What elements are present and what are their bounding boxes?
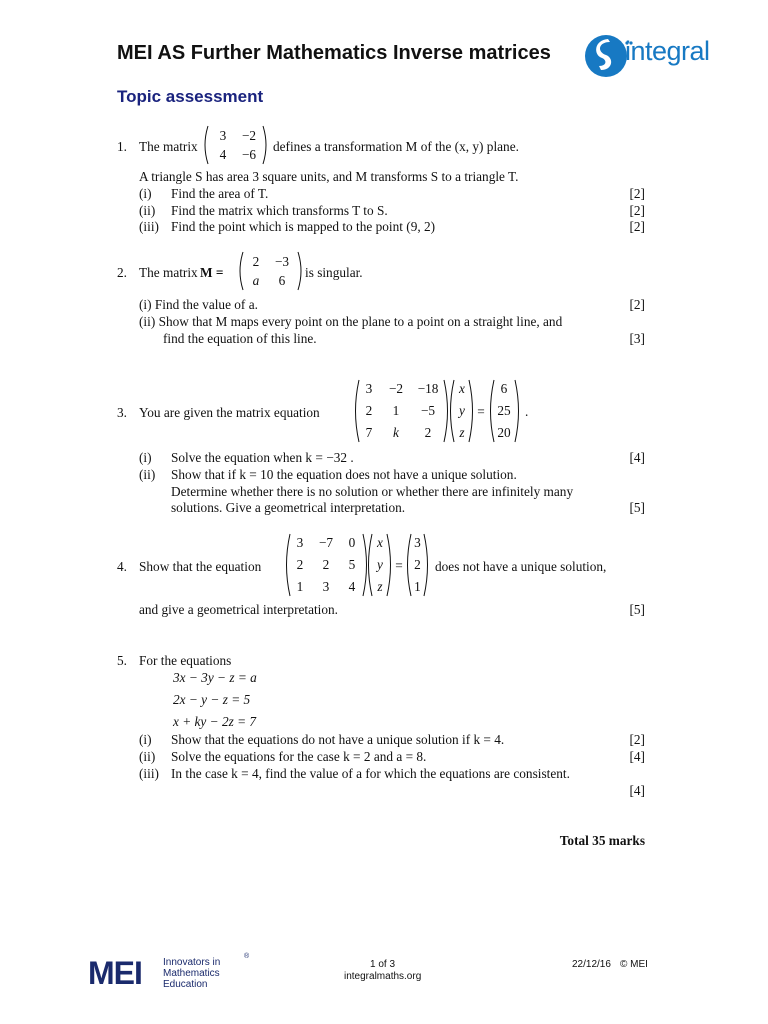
q3-part-text: solutions. Give a geometrical interpretation. xyxy=(171,500,406,515)
svg-text:x: x xyxy=(377,535,383,550)
svg-text:y: y xyxy=(459,403,465,418)
copyright: © MEI xyxy=(620,959,648,970)
q3-part-text: Solve the equation when k = −32 . xyxy=(171,450,354,465)
svg-text:−18: −18 xyxy=(417,381,439,396)
q3-part-text: Determine whether there is no solution or whether there are infinitely many xyxy=(171,484,574,499)
q2-matrix xyxy=(236,250,306,292)
q2-m-12: −3 xyxy=(274,254,290,269)
svg-text:4: 4 xyxy=(348,579,356,594)
svg-text:−2: −2 xyxy=(388,381,404,396)
date: 22/12/16 xyxy=(572,959,611,970)
svg-text:=: = xyxy=(477,404,485,419)
q2-part-text: find the equation of this line. xyxy=(163,331,317,346)
q1-part-text: Find the area of T. xyxy=(171,186,269,201)
logo-text: integral xyxy=(625,36,710,66)
q1-part-label: (ii) xyxy=(139,203,156,218)
q5-part-label: (ii) xyxy=(139,749,156,764)
q2-lhs: M = xyxy=(200,265,224,280)
q5-part-text: In the case k = 4, find the value of a for which the equations are consistent. xyxy=(171,766,570,781)
svg-text:5: 5 xyxy=(348,557,356,572)
q5-part-mark: [4] xyxy=(629,749,645,764)
q1-part-text: Find the matrix which transforms T to S. xyxy=(171,203,388,218)
svg-text:2: 2 xyxy=(424,425,432,440)
svg-text:y: y xyxy=(377,557,383,572)
q3-part-label: (i) xyxy=(139,450,152,465)
q2-part-mark: [3] xyxy=(629,331,645,346)
q1-part-label: (iii) xyxy=(139,219,159,234)
q2-m-11: 2 xyxy=(252,254,260,269)
q1-part-mark: [2] xyxy=(629,203,645,218)
svg-text:z: z xyxy=(459,425,465,440)
svg-text:3: 3 xyxy=(322,579,330,594)
q1-m-12: −2 xyxy=(241,128,257,143)
svg-text:−7: −7 xyxy=(318,535,334,550)
q4-mark: [5] xyxy=(629,602,645,617)
mei-tagline: Innovators in Mathematics Education xyxy=(163,957,221,990)
q4-number: 4. xyxy=(117,559,127,574)
svg-text:3: 3 xyxy=(414,535,421,550)
page-number: 1 of 3 xyxy=(370,959,396,970)
total-marks: Total 35 marks xyxy=(559,833,645,848)
q4-matrix-equation xyxy=(283,532,433,598)
section-title: Topic assessment xyxy=(117,87,264,106)
svg-text:.: . xyxy=(525,404,529,419)
site-url: integralmaths.org xyxy=(344,971,422,982)
q1-matrix xyxy=(201,124,271,166)
q4-post: does not have a unique solution, xyxy=(435,559,607,574)
q4-pre: Show that the equation xyxy=(139,559,262,574)
q2-post: is singular. xyxy=(305,265,363,280)
svg-text:1: 1 xyxy=(296,579,304,594)
q5-part-label: (i) xyxy=(139,732,152,747)
q5-number: 5. xyxy=(117,653,127,668)
q4-text: and give a geometrical interpretation. xyxy=(139,602,338,617)
svg-text:20: 20 xyxy=(497,425,511,440)
q3-matrix-equation xyxy=(352,378,532,444)
q5-part-label: (iii) xyxy=(139,766,159,781)
q5-intro: For the equations xyxy=(139,653,232,668)
svg-text:2: 2 xyxy=(296,557,304,572)
q1-part-label: (i) xyxy=(139,186,152,201)
svg-text:z: z xyxy=(377,579,383,594)
svg-text:0: 0 xyxy=(348,535,356,550)
q2-part-mark: [2] xyxy=(629,297,645,312)
q5-equation: x + ky − 2z = 7 xyxy=(173,714,257,729)
mei-logo-text: MEI xyxy=(88,955,142,991)
svg-text:k: k xyxy=(393,425,399,440)
q3-part-mark: [5] xyxy=(629,500,645,515)
q1-part-mark: [2] xyxy=(629,186,645,201)
svg-text:−5: −5 xyxy=(420,403,436,418)
q2-part-text: (i) Find the value of a. xyxy=(139,297,258,312)
svg-text:25: 25 xyxy=(497,403,511,418)
q3-number: 3. xyxy=(117,405,127,420)
q3-part-mark: [4] xyxy=(629,450,645,465)
svg-text:1: 1 xyxy=(392,403,400,418)
q3-pre: You are given the matrix equation xyxy=(139,405,320,420)
q1-m-11: 3 xyxy=(219,128,227,143)
registered-mark: ® xyxy=(244,953,250,960)
q2-pre: The matrix xyxy=(139,265,198,280)
svg-text:6: 6 xyxy=(500,381,508,396)
q5-part-mark: [2] xyxy=(629,732,645,747)
svg-text:7: 7 xyxy=(365,425,373,440)
svg-text:2: 2 xyxy=(414,557,421,572)
svg-text:3: 3 xyxy=(296,535,304,550)
q2-m-22: 6 xyxy=(278,273,286,288)
q1-part-mark: [2] xyxy=(629,219,645,234)
q5-part-text: Show that the equations do not have a unique solution if k = 4. xyxy=(171,732,505,747)
q5-equation: 3x − 3y − z = a xyxy=(173,670,257,685)
svg-text:=: = xyxy=(395,558,403,573)
svg-text:x: x xyxy=(459,381,465,396)
q3-part-label: (ii) xyxy=(139,467,156,482)
q5-part-text: Solve the equations for the case k = 2 and a = 8. xyxy=(171,749,427,764)
q1-pre: The matrix xyxy=(139,139,198,154)
svg-text:2: 2 xyxy=(365,403,373,418)
q1-m-22: −6 xyxy=(241,147,257,162)
q1-text: A triangle S has area 3 square units, and M transforms S to a triangle T. xyxy=(139,169,519,184)
q1-number: 1. xyxy=(117,139,127,154)
q1-part-text: Find the point which is mapped to the point (9, 2) xyxy=(171,219,436,234)
q1-m-21: 4 xyxy=(219,147,227,162)
svg-text:2: 2 xyxy=(322,557,330,572)
svg-text:1: 1 xyxy=(414,579,421,594)
q1-post: defines a transformation M of the (x, y) plane. xyxy=(273,139,519,154)
q5-equation: 2x − y − z = 5 xyxy=(173,692,251,707)
q2-m-21: a xyxy=(252,273,260,288)
q5-part-mark: [4] xyxy=(629,783,645,798)
q2-part-text: (ii) Show that M maps every point on the plane to a point on a straight line, and xyxy=(139,314,563,329)
q3-part-text: Show that if k = 10 the equation does not have a unique solution. xyxy=(171,467,517,482)
page-title: MEI AS Further Mathematics Inverse matrices xyxy=(117,42,551,64)
svg-text:3: 3 xyxy=(365,381,373,396)
q2-number: 2. xyxy=(117,265,127,280)
